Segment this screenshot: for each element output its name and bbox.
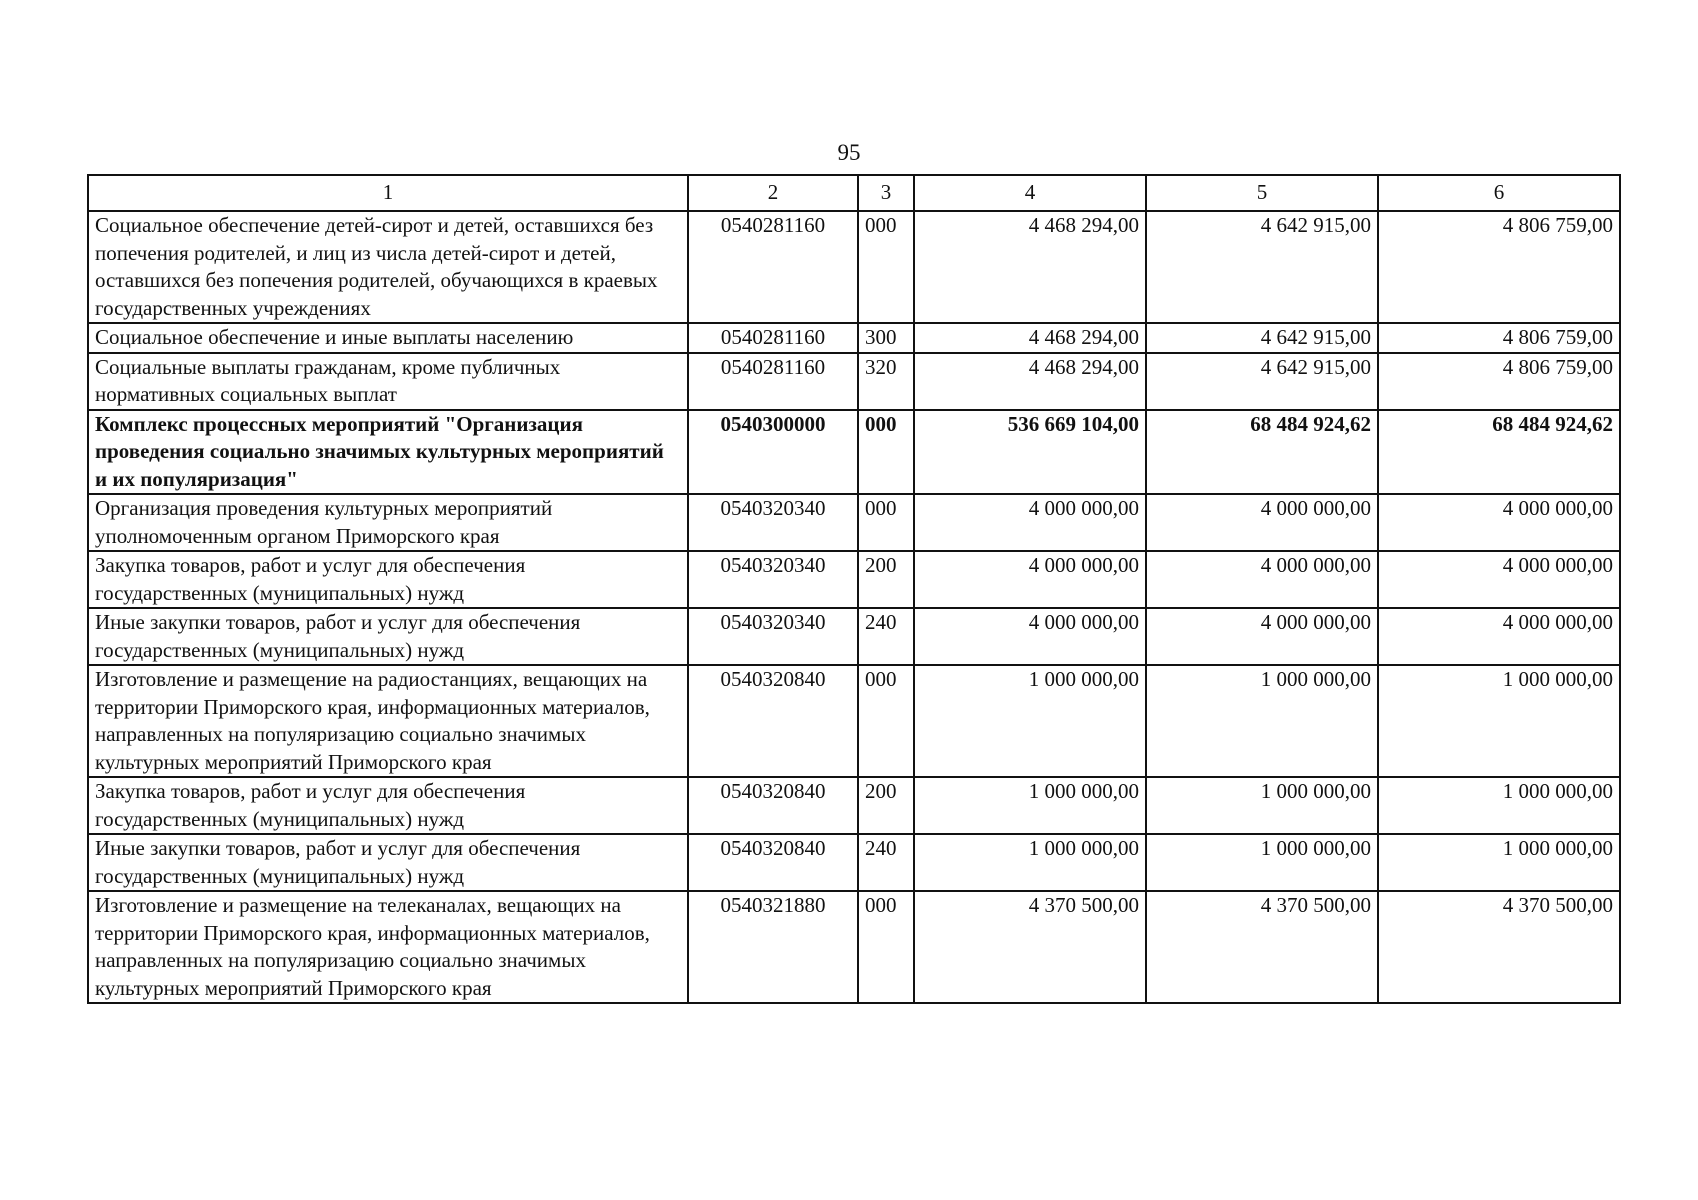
row-name: Социальное обеспечение детей-сирот и детей, оставшихся без попечения родителей, и лиц из числа детей-сирот и детей, оставшихся без попечения родителей, обучающихся в краевых государственных учреждениях [88, 211, 688, 323]
row-target-code: 0540320840 [688, 777, 858, 834]
row-expense-type: 000 [858, 410, 914, 495]
table-row [88, 777, 1620, 834]
row-target-code: 0540320840 [688, 665, 858, 777]
row-amount-col5: 4 642 915,00 [1146, 323, 1378, 353]
row-amount-col6: 1 000 000,00 [1378, 665, 1620, 777]
row-target-code: 0540281160 [688, 353, 858, 410]
row-amount-col5: 4 642 915,00 [1146, 211, 1378, 323]
row-amount-col6: 4 000 000,00 [1378, 551, 1620, 608]
row-expense-type: 000 [858, 891, 914, 1003]
row-name: Социальное обеспечение и иные выплаты населению [88, 323, 688, 353]
row-amount-col6: 4 806 759,00 [1378, 211, 1620, 323]
row-amount-col4: 4 000 000,00 [914, 551, 1146, 608]
row-name: Изготовление и размещение на телеканалах, вещающих на территории Приморского края, информационных материалов, направленных на популяризацию социально значимых культурных мероприятий Приморского края [88, 891, 688, 1003]
row-amount-col5: 4 000 000,00 [1146, 494, 1378, 551]
row-expense-type: 200 [858, 777, 914, 834]
row-expense-type: 000 [858, 211, 914, 323]
row-expense-type: 000 [858, 494, 914, 551]
header-col-3: 3 [858, 175, 914, 211]
row-amount-col6: 4 000 000,00 [1378, 608, 1620, 665]
table-row [88, 891, 1620, 1003]
row-amount-col6: 4 806 759,00 [1378, 353, 1620, 410]
row-amount-col6: 4 806 759,00 [1378, 323, 1620, 353]
row-target-code: 0540281160 [688, 323, 858, 353]
row-amount-col5: 1 000 000,00 [1146, 834, 1378, 891]
row-amount-col5: 68 484 924,62 [1146, 410, 1378, 495]
header-col-5: 5 [1146, 175, 1378, 211]
row-name: Закупка товаров, работ и услуг для обеспечения государственных (муниципальных) нужд [88, 777, 688, 834]
row-amount-col4: 4 000 000,00 [914, 494, 1146, 551]
header-row [88, 175, 1620, 211]
row-expense-type: 300 [858, 323, 914, 353]
header-col-4: 4 [914, 175, 1146, 211]
row-amount-col4: 4 370 500,00 [914, 891, 1146, 1003]
row-amount-col4: 1 000 000,00 [914, 834, 1146, 891]
row-amount-col5: 4 000 000,00 [1146, 608, 1378, 665]
row-name: Изготовление и размещение на радиостанциях, вещающих на территории Приморского края, информационных материалов, направленных на популяризацию социально значимых культурных мероприятий Приморского края [88, 665, 688, 777]
page-number: 95 [837, 140, 861, 165]
budget-table [87, 174, 1621, 1004]
table-row [88, 494, 1620, 551]
row-target-code: 0540320340 [688, 494, 858, 551]
row-amount-col4: 536 669 104,00 [914, 410, 1146, 495]
row-amount-col4: 4 000 000,00 [914, 608, 1146, 665]
row-expense-type: 200 [858, 551, 914, 608]
row-target-code: 0540321880 [688, 891, 858, 1003]
table-row [88, 665, 1620, 777]
row-amount-col4: 1 000 000,00 [914, 777, 1146, 834]
table-row [88, 608, 1620, 665]
table-row [88, 551, 1620, 608]
row-name: Иные закупки товаров, работ и услуг для обеспечения государственных (муниципальных) нужд [88, 608, 688, 665]
row-name: Иные закупки товаров, работ и услуг для обеспечения государственных (муниципальных) нужд [88, 834, 688, 891]
row-expense-type: 000 [858, 665, 914, 777]
row-amount-col4: 4 468 294,00 [914, 211, 1146, 323]
row-amount-col6: 4 000 000,00 [1378, 494, 1620, 551]
row-name: Комплекс процессных мероприятий "Организация проведения социально значимых культурных мероприятий и их популяризация" [88, 410, 688, 495]
row-amount-col5: 4 642 915,00 [1146, 353, 1378, 410]
row-amount-col4: 1 000 000,00 [914, 665, 1146, 777]
row-amount-col4: 4 468 294,00 [914, 353, 1146, 410]
row-expense-type: 240 [858, 834, 914, 891]
table-row [88, 323, 1620, 353]
table-row-section [88, 410, 1620, 495]
table-row [88, 211, 1620, 323]
row-name: Социальные выплаты гражданам, кроме публичных нормативных социальных выплат [88, 353, 688, 410]
row-expense-type: 240 [858, 608, 914, 665]
row-name: Организация проведения культурных мероприятий уполномоченным органом Приморского края [88, 494, 688, 551]
header-col-2: 2 [688, 175, 858, 211]
row-target-code: 0540300000 [688, 410, 858, 495]
row-amount-col5: 4 370 500,00 [1146, 891, 1378, 1003]
header-col-1: 1 [88, 175, 688, 211]
row-target-code: 0540320840 [688, 834, 858, 891]
table-row [88, 834, 1620, 891]
header-col-6: 6 [1378, 175, 1620, 211]
row-amount-col6: 68 484 924,62 [1378, 410, 1620, 495]
row-target-code: 0540320340 [688, 608, 858, 665]
row-amount-col5: 4 000 000,00 [1146, 551, 1378, 608]
row-amount-col5: 1 000 000,00 [1146, 777, 1378, 834]
row-target-code: 0540281160 [688, 211, 858, 323]
row-amount-col6: 4 370 500,00 [1378, 891, 1620, 1003]
row-amount-col5: 1 000 000,00 [1146, 665, 1378, 777]
table-row [88, 353, 1620, 410]
row-amount-col6: 1 000 000,00 [1378, 834, 1620, 891]
row-amount-col4: 4 468 294,00 [914, 323, 1146, 353]
row-target-code: 0540320340 [688, 551, 858, 608]
row-name: Закупка товаров, работ и услуг для обеспечения государственных (муниципальных) нужд [88, 551, 688, 608]
row-amount-col6: 1 000 000,00 [1378, 777, 1620, 834]
row-expense-type: 320 [858, 353, 914, 410]
